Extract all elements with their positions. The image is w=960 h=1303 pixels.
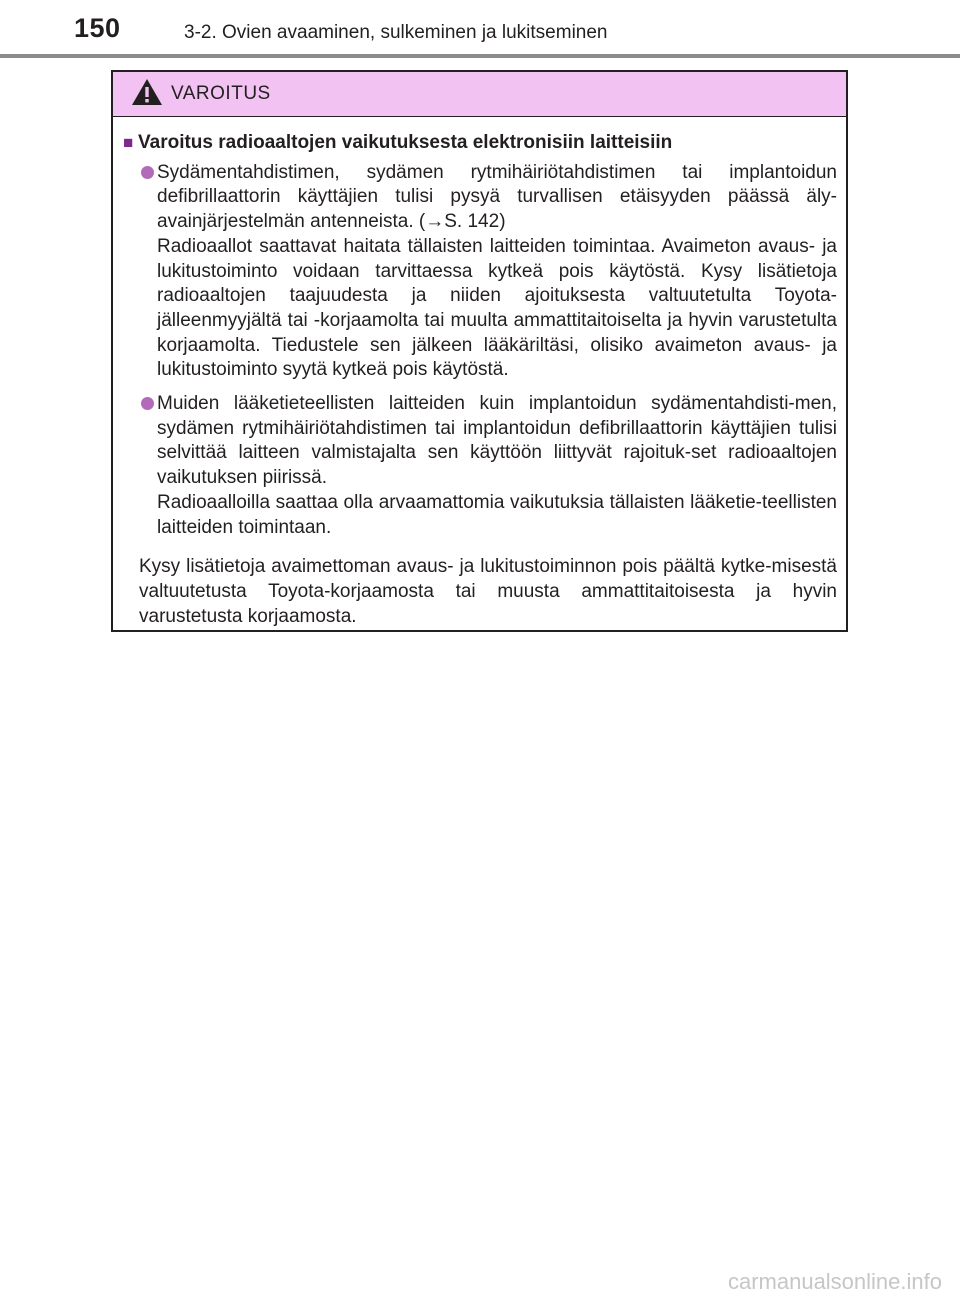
warning-body: [113, 117, 846, 629]
section-heading: [123, 131, 837, 156]
footer-watermark: carmanualsonline.info: [727, 1269, 942, 1294]
bullet-paragraph: Sydämentahdistimen, sydämen rytmihäiriötahdistimen tai implantoidun defibrillaattorin käyttäjien tulisi pysyä turvallisen etäisyyden päässä äly-avainjärjestelmän antenneista. (→S. 142): [157, 161, 837, 233]
bullet-dot-icon: [141, 397, 154, 410]
bullet-item-medical-devices: [123, 392, 837, 540]
bullet-dot-icon: [141, 166, 154, 179]
square-bullet-icon: ■: [123, 133, 134, 152]
bullet-item-pacemaker: [123, 161, 837, 383]
page-number: 150: [74, 13, 121, 43]
closing-note-text: Kysy lisätietoja avaimettoman avaus- ja lukitustoiminnon pois päältä kytke-misestä valtuutetusta Toyota-korjaamosta tai muusta ammattitaitoisesta ja hyvin varustetusta korjaamosta.: [139, 556, 837, 627]
warning-box: [111, 70, 848, 632]
warning-label: VAROITUS: [171, 83, 271, 104]
bullet-paragraph: Radioaalloilla saattaa olla arvaamattomia vaikutuksia tällaisten lääketie-teellisten laitteiden toimintaan.: [157, 491, 837, 538]
warning-header: [113, 72, 846, 117]
warning-triangle-icon: [131, 78, 163, 111]
section-heading-text: Varoitus radioaaltojen vaikutuksesta elektronisiin laitteisiin: [138, 132, 673, 153]
bullet-paragraph: Muiden lääketieteellisten laitteiden kuin implantoidun sydämentahdisti-men, sydämen rytmihäiriötahdistimen tai implantoidun defibrillaattorin käyttäjien tulisi selvittää laitteen valmistajalta sen käyttöön liittyvät rajoituk-set radioaaltojen vaikutuksen piirissä.: [157, 393, 837, 489]
closing-note: [123, 555, 837, 629]
bullet-paragraph: Radioaallot saattavat haitata tällaisten laitteiden toimintaa. Avaimeton avaus- ja lukitustoiminto voidaan tarvittaessa kytkeä pois käytöstä. Kysy lisätietoja radioaaltojen taajuudesta ja niiden ajoituksesta valtuutetulta Toyota-jälleenmyyjältä tai -korjaamolta tai muulta ammattitaitoiselta ja hyvin varustetulta korjaamolta. Tiedustele sen jälkeen lääkäriltäsi, olisiko avaimeton avaus- ja lukitustoiminto syytä kytkeä pois käytöstä.: [157, 235, 837, 381]
header-rule: [0, 54, 960, 58]
section-title: 3-2. Ovien avaaminen, sulkeminen ja lukitseminen: [184, 22, 608, 43]
